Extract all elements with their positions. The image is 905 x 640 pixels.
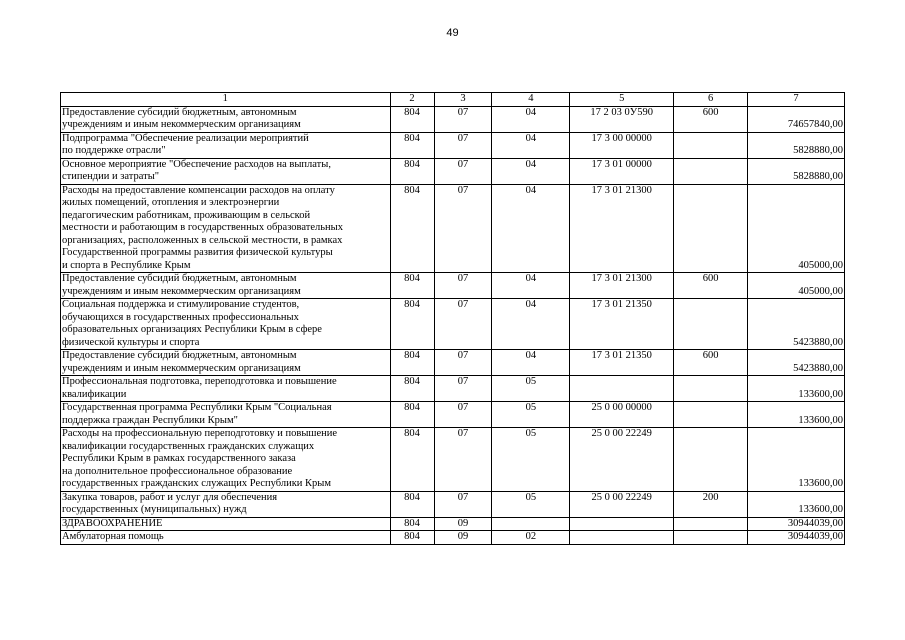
header-cell: 6 xyxy=(674,93,748,107)
cell-section: 07 xyxy=(434,350,492,376)
table-row xyxy=(61,376,845,402)
table-row xyxy=(61,273,845,299)
table-header-row xyxy=(61,93,845,107)
cell-amount: 30944039,00 xyxy=(748,531,845,545)
cell-amount: 133600,00 xyxy=(748,376,845,402)
cell-expense-type xyxy=(674,531,748,545)
cell-subsection: 05 xyxy=(492,402,570,428)
cell-grbs: 804 xyxy=(390,376,434,402)
cell-section: 07 xyxy=(434,299,492,350)
cell-grbs: 804 xyxy=(390,184,434,273)
page-number: 49 xyxy=(446,27,459,39)
cell-expense-type xyxy=(674,376,748,402)
cell-amount: 5828880,00 xyxy=(748,132,845,158)
cell-name: Государственная программа Республики Крым "Социальная поддержка граждан Республики Крым" xyxy=(61,402,391,428)
table-row xyxy=(61,132,845,158)
cell-target-article: 17 2 03 0У590 xyxy=(570,106,674,132)
cell-expense-type xyxy=(674,517,748,531)
cell-name: Профессиональная подготовка, переподготовка и повышение квалификации xyxy=(61,376,391,402)
cell-amount: 405000,00 xyxy=(748,184,845,273)
cell-name: Социальная поддержка и стимулирование студентов, обучающихся в государственных профессиональных образовательных организациях Республики Крым в сфере физической культуры и спорта xyxy=(61,299,391,350)
table-row xyxy=(61,517,845,531)
table-row xyxy=(61,531,845,545)
table-row xyxy=(61,184,845,273)
cell-grbs: 804 xyxy=(390,517,434,531)
cell-name: Предоставление субсидий бюджетным, автономным учреждениям и иным некоммерческим организациям xyxy=(61,273,391,299)
cell-grbs: 804 xyxy=(390,299,434,350)
cell-amount: 5423880,00 xyxy=(748,350,845,376)
cell-subsection: 04 xyxy=(492,106,570,132)
cell-amount: 133600,00 xyxy=(748,491,845,517)
cell-target-article xyxy=(570,376,674,402)
cell-section: 07 xyxy=(434,402,492,428)
cell-subsection: 05 xyxy=(492,376,570,402)
cell-amount: 5828880,00 xyxy=(748,158,845,184)
cell-section: 07 xyxy=(434,491,492,517)
cell-expense-type: 600 xyxy=(674,106,748,132)
table-body xyxy=(61,93,845,545)
cell-grbs: 804 xyxy=(390,531,434,545)
cell-name: Закупка товаров, работ и услуг для обеспечения государственных (муниципальных) нужд xyxy=(61,491,391,517)
header-cell: 3 xyxy=(434,93,492,107)
cell-target-article: 17 3 01 00000 xyxy=(570,158,674,184)
cell-subsection: 04 xyxy=(492,132,570,158)
table-row xyxy=(61,106,845,132)
cell-amount: 5423880,00 xyxy=(748,299,845,350)
cell-expense-type xyxy=(674,184,748,273)
cell-target-article: 25 0 00 22249 xyxy=(570,491,674,517)
cell-grbs: 804 xyxy=(390,106,434,132)
budget-table xyxy=(60,92,845,545)
cell-subsection: 04 xyxy=(492,273,570,299)
cell-subsection xyxy=(492,517,570,531)
cell-expense-type xyxy=(674,132,748,158)
cell-grbs: 804 xyxy=(390,158,434,184)
cell-grbs: 804 xyxy=(390,132,434,158)
cell-section: 07 xyxy=(434,428,492,492)
cell-grbs: 804 xyxy=(390,350,434,376)
cell-name: Предоставление субсидий бюджетным, автономным учреждениям и иным некоммерческим организациям xyxy=(61,106,391,132)
cell-section: 07 xyxy=(434,376,492,402)
cell-expense-type: 600 xyxy=(674,350,748,376)
cell-grbs: 804 xyxy=(390,273,434,299)
cell-subsection: 04 xyxy=(492,158,570,184)
cell-amount: 405000,00 xyxy=(748,273,845,299)
cell-name: Амбулаторная помощь xyxy=(61,531,391,545)
header-cell: 7 xyxy=(748,93,845,107)
cell-section: 07 xyxy=(434,132,492,158)
cell-target-article: 17 3 01 21350 xyxy=(570,350,674,376)
cell-expense-type xyxy=(674,402,748,428)
cell-target-article: 17 3 00 00000 xyxy=(570,132,674,158)
cell-amount: 133600,00 xyxy=(748,428,845,492)
cell-section: 07 xyxy=(434,158,492,184)
cell-name: Подпрограмма "Обеспечение реализации мероприятий по поддержке отрасли" xyxy=(61,132,391,158)
cell-subsection: 05 xyxy=(492,428,570,492)
cell-grbs: 804 xyxy=(390,402,434,428)
cell-section: 07 xyxy=(434,273,492,299)
header-cell: 4 xyxy=(492,93,570,107)
header-cell: 2 xyxy=(390,93,434,107)
cell-expense-type xyxy=(674,158,748,184)
cell-target-article xyxy=(570,531,674,545)
cell-amount: 133600,00 xyxy=(748,402,845,428)
cell-grbs: 804 xyxy=(390,491,434,517)
cell-amount: 30944039,00 xyxy=(748,517,845,531)
cell-section: 09 xyxy=(434,517,492,531)
cell-expense-type: 200 xyxy=(674,491,748,517)
table-row xyxy=(61,491,845,517)
cell-target-article xyxy=(570,517,674,531)
cell-name: Основное мероприятие "Обеспечение расходов на выплаты, стипендии и затраты" xyxy=(61,158,391,184)
cell-section: 09 xyxy=(434,531,492,545)
cell-target-article: 17 3 01 21300 xyxy=(570,184,674,273)
header-cell: 5 xyxy=(570,93,674,107)
cell-name: Предоставление субсидий бюджетным, автономным учреждениям и иным некоммерческим организациям xyxy=(61,350,391,376)
cell-subsection: 02 xyxy=(492,531,570,545)
cell-target-article: 17 3 01 21350 xyxy=(570,299,674,350)
cell-subsection: 05 xyxy=(492,491,570,517)
cell-name: Расходы на предоставление компенсации расходов на оплату жилых помещений, отопления и электроэнергии педагогическим работникам, проживающим в сельской местности и работающим в государственных образовательных организациях, расположенных в сельской местности, в рамках Государственной программы развития физической культуры и спорта в Республике Крым xyxy=(61,184,391,273)
cell-name: ЗДРАВООХРАНЕНИЕ xyxy=(61,517,391,531)
cell-amount: 74657840,00 xyxy=(748,106,845,132)
cell-section: 07 xyxy=(434,184,492,273)
cell-grbs: 804 xyxy=(390,428,434,492)
cell-expense-type xyxy=(674,428,748,492)
cell-subsection: 04 xyxy=(492,350,570,376)
cell-name: Расходы на профессиональную переподготовку и повышение квалификации государственных гражданских служащих Республики Крым в рамках государственного заказа на дополнительное профессиональное образование государственных гражданских служащих Республики Крым xyxy=(61,428,391,492)
cell-subsection: 04 xyxy=(492,184,570,273)
cell-target-article: 25 0 00 22249 xyxy=(570,428,674,492)
cell-target-article: 25 0 00 00000 xyxy=(570,402,674,428)
table-row xyxy=(61,158,845,184)
cell-expense-type xyxy=(674,299,748,350)
header-cell: 1 xyxy=(61,93,391,107)
table-row xyxy=(61,350,845,376)
table-row xyxy=(61,428,845,492)
cell-expense-type: 600 xyxy=(674,273,748,299)
table-row xyxy=(61,299,845,350)
cell-target-article: 17 3 01 21300 xyxy=(570,273,674,299)
table-row xyxy=(61,402,845,428)
cell-subsection: 04 xyxy=(492,299,570,350)
cell-section: 07 xyxy=(434,106,492,132)
